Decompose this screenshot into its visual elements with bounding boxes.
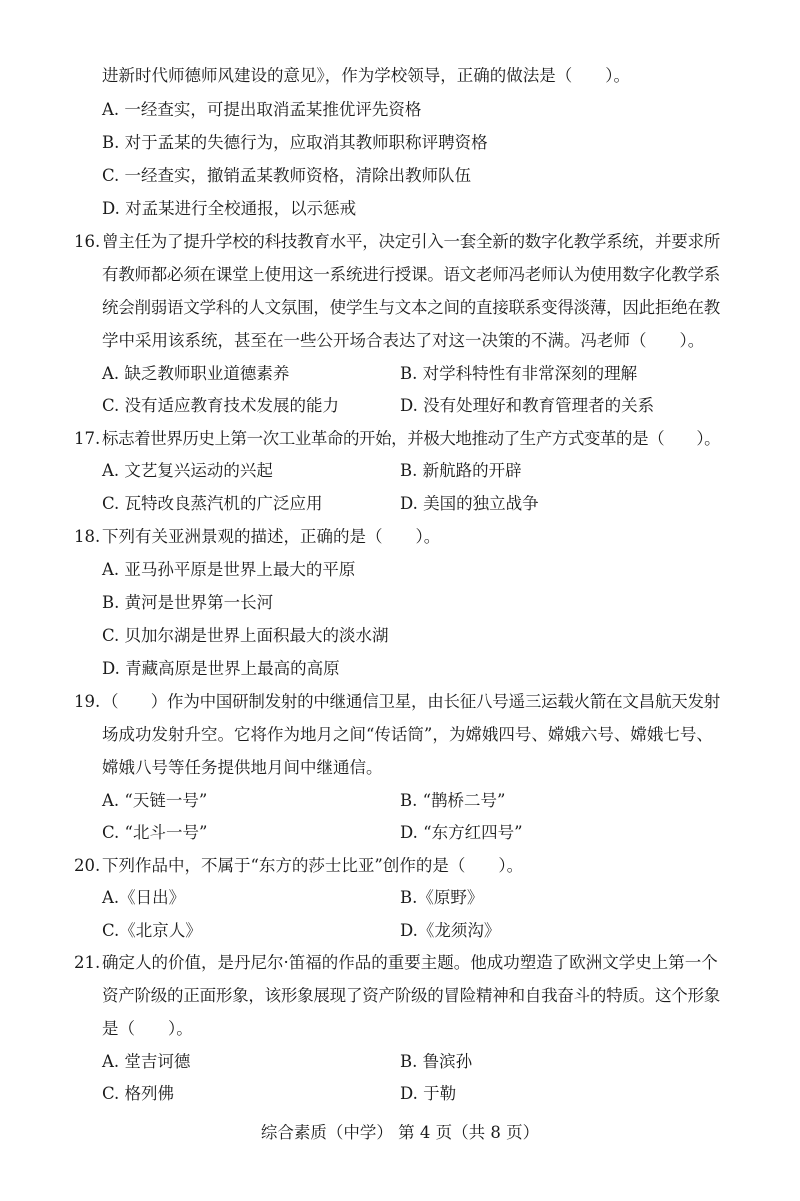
q21-option-d: D. 于勒 bbox=[400, 1084, 457, 1103]
q16-number: 16. bbox=[74, 232, 101, 251]
q21-stem-line-1: 确定人的价值，是丹尼尔·笛福的作品的重要主题。他成功塑造了欧洲文学史上第一个 bbox=[102, 953, 718, 972]
q16-option-a: A. 缺乏教师职业道德素养 bbox=[102, 364, 290, 383]
q16-stem-line-1: 曾主任为了提升学校的科技教育水平，决定引入一套全新的数字化教学系统，并要求所 bbox=[102, 232, 720, 251]
q18-option-c: C. 贝加尔湖是世界上面积最大的淡水湖 bbox=[102, 626, 389, 645]
q16-option-d: D. 没有处理好和教育管理者的关系 bbox=[400, 396, 655, 415]
q19-stem-line-2: 场成功发射升空。它将作为地月之间“传话筒”，为嫦娥四号、嫦娥六号、嫦娥七号、 bbox=[102, 725, 713, 744]
q18-option-d: D. 青藏高原是世界上最高的高原 bbox=[102, 659, 340, 678]
q17-option-c: C. 瓦特改良蒸汽机的广泛应用 bbox=[102, 494, 323, 513]
q19-stem-line-3: 嫦娥八号等任务提供地月间中继通信。 bbox=[102, 758, 383, 777]
q17-number: 17. bbox=[74, 429, 101, 448]
q16-stem-line-2: 有教师都必须在课堂上使用这一系统进行授课。语文老师冯老师认为使用数字化教学系 bbox=[102, 265, 720, 284]
q17-stem: 标志着世界历史上第一次工业革命的开始，并极大地推动了生产方式变革的是（ ）。 bbox=[102, 429, 721, 448]
q17-option-b: B. 新航路的开辟 bbox=[400, 461, 522, 480]
q21-stem-line-3: 是（ ）。 bbox=[102, 1019, 193, 1038]
q19-option-c: C. “北斗一号” bbox=[102, 823, 208, 842]
q18-number: 18. bbox=[74, 527, 101, 546]
q20-stem: 下列作品中，不属于“东方的莎士比亚”创作的是（ ）。 bbox=[102, 856, 524, 875]
q20-option-c: C.《北京人》 bbox=[102, 921, 202, 940]
q21-stem-line-2: 资产阶级的正面形象，该形象展现了资产阶级的冒险精神和自我奋斗的特质。这个形象 bbox=[102, 986, 720, 1005]
q17-option-a: A. 文艺复兴运动的兴起 bbox=[102, 461, 273, 480]
q16-stem-line-3: 统会削弱语文学科的人文氛围，使学生与文本之间的直接联系变得淡薄，因此拒绝在教 bbox=[102, 298, 720, 317]
q21-option-a: A. 堂吉诃德 bbox=[102, 1052, 191, 1071]
q19-stem-line-1: （ ）作为中国研制发射的中继通信卫星，由长征八号遥三运载火箭在文昌航天发射 bbox=[102, 692, 720, 711]
page-footer: 综合素质（中学） 第 4 页（共 8 页） bbox=[260, 1123, 540, 1142]
q19-option-b: B. “鹊桥二号” bbox=[400, 791, 506, 810]
q20-option-a: A.《日出》 bbox=[102, 888, 186, 907]
q21-option-c: C. 格列佛 bbox=[102, 1084, 175, 1103]
q19-option-d: D. “东方红四号” bbox=[400, 823, 523, 842]
q20-option-d: D.《龙须沟》 bbox=[400, 921, 501, 940]
q16-option-c: C. 没有适应教育技术发展的能力 bbox=[102, 396, 340, 415]
q19-number: 19. bbox=[74, 692, 101, 711]
q21-number: 21. bbox=[74, 953, 101, 972]
q16-stem-line-4: 学中采用该系统，甚至在一些公开场合表达了对这一决策的不满。冯老师（ ）。 bbox=[102, 331, 705, 350]
q18-option-a: A. 亚马孙平原是世界上最大的平原 bbox=[102, 560, 356, 579]
q15-stem-continuation: 进新时代师德师风建设的意见》，作为学校领导，正确的做法是（ ）。 bbox=[102, 66, 630, 85]
q15-option-d: D. 对孟某进行全校通报，以示惩戒 bbox=[102, 199, 357, 218]
q15-option-c: C. 一经查实，撤销孟某教师资格，清除出教师队伍 bbox=[102, 166, 472, 185]
q19-option-a: A. “天链一号” bbox=[102, 791, 208, 810]
q16-option-b: B. 对学科特性有非常深刻的理解 bbox=[400, 364, 638, 383]
q20-option-b: B.《原野》 bbox=[400, 888, 484, 907]
q17-option-d: D. 美国的独立战争 bbox=[400, 494, 539, 513]
q18-stem: 下列有关亚洲景观的描述，正确的是（ ）。 bbox=[102, 527, 441, 546]
q18-option-b: B. 黄河是世界第一长河 bbox=[102, 593, 274, 612]
q20-number: 20. bbox=[74, 856, 101, 875]
q21-option-b: B. 鲁滨孙 bbox=[400, 1052, 473, 1071]
q15-option-a: A. 一经查实，可提出取消孟某推优评先资格 bbox=[102, 100, 422, 119]
q15-option-b: B. 对于孟某的失德行为，应取消其教师职称评聘资格 bbox=[102, 133, 488, 152]
